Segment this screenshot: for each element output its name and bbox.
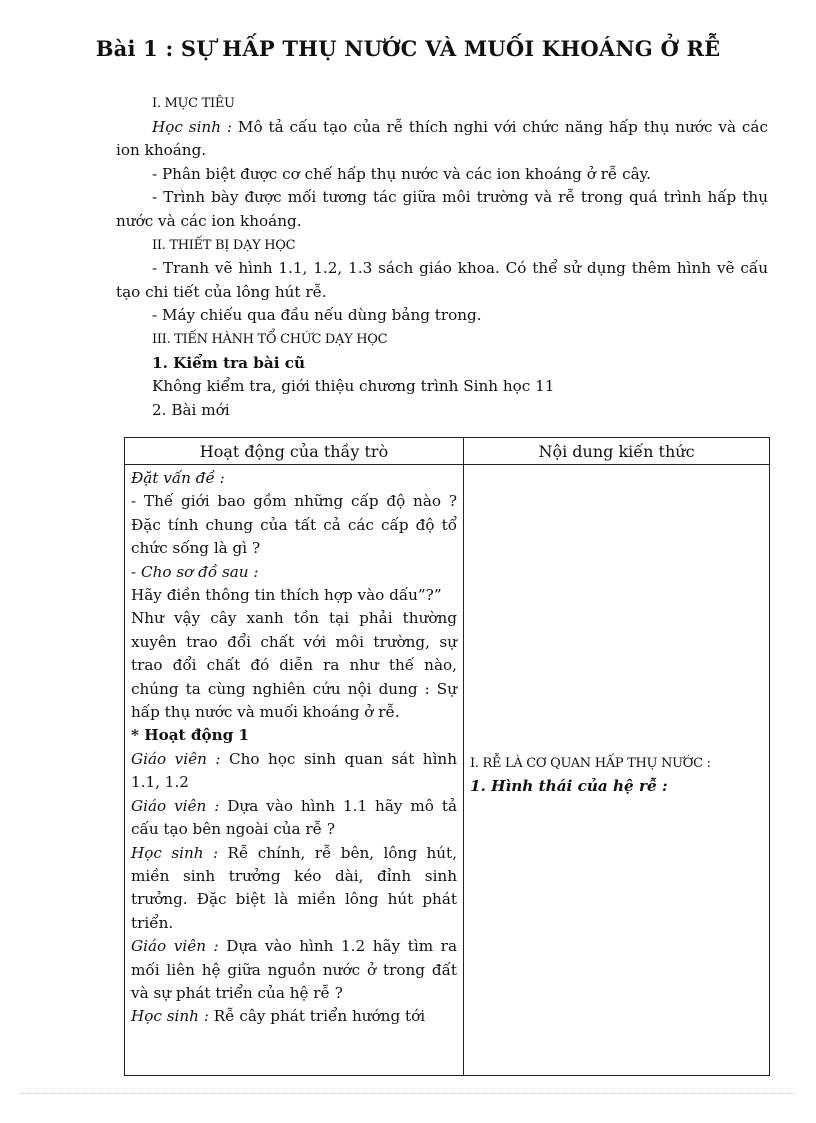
teacher-label: Giáo viên : (131, 937, 219, 956)
activity-line (131, 1005, 457, 1028)
objective-paragraph-1 (116, 116, 768, 163)
activity-text: Dựa vào hình 1.1 hãy mô tả cấu tạo bên ngoài của rễ ? (131, 796, 457, 839)
section-procedure-heading: III. TIẾN HÀNH TỔ CHỨC DẠY HỌC (152, 331, 388, 347)
activity-line (131, 935, 457, 1005)
subsection-new-lesson-heading: 2. Bài mới (152, 400, 230, 419)
activity-heading: * Hoạt động 1 (131, 726, 250, 745)
student-label: Học sinh : (131, 1007, 209, 1026)
activity-text: Dựa vào hình 1.2 hãy tìm ra mối liên hệ giữa nguồn nước ở trong đất và sự phát triển của hệ rễ ? (131, 937, 457, 1002)
table-row (125, 465, 770, 1076)
activity-line: Như vậy cây xanh tồn tại phải thường xuyên trao đổi chất với môi trường, sự trao đổi chất đó diễn ra như thế nào, chúng ta cùng nghiên cứu nội dung : Sự hấp thụ nước và muối khoáng ở rễ. (131, 609, 457, 722)
student-label: Học sinh : (152, 117, 233, 136)
activity-text: Rễ cây phát triển hướng tới (208, 1007, 426, 1026)
student-label: Học sinh : (131, 843, 219, 862)
activity-line (131, 842, 457, 936)
activity-line (131, 748, 457, 795)
activity-text: Rễ chính, rễ bên, lông hút, miền sinh trưởng kéo dài, đỉnh sinh trưởng. Đặc biệt là miền lông hút phát triển. (131, 843, 457, 932)
header-knowledge: Nội dung kiến thức (464, 438, 770, 465)
lesson-intro (116, 92, 768, 422)
activity-text: Cho học sinh quan sát hình 1.1, 1.2 (131, 749, 457, 792)
subsection-review-text: Không kiểm tra, giới thiệu chương trình Sinh học 11 (152, 377, 555, 396)
knowledge-content (470, 752, 770, 799)
objective-paragraph-3: - Trình bày được mối tương tác giữa môi trường và rễ trong quá trình hấp thụ nước và các ion khoáng. (116, 188, 768, 230)
subsection-review-heading: 1. Kiểm tra bài cũ (152, 353, 306, 372)
activity-line: - Thế giới bao gồm những cấp độ nào ? Đặc tính chung của tất cả các cấp độ tổ chức sống là gì ? (131, 492, 457, 558)
teacher-label: Giáo viên : (131, 749, 221, 768)
activities-cell (125, 465, 464, 1076)
section-objectives-heading: I. MỤC TIÊU (152, 96, 235, 111)
header-activities: Hoạt động của thầy trò (125, 438, 464, 465)
table-header-row (125, 438, 770, 465)
activity-line: Đặt vấn đề : (131, 469, 225, 487)
lesson-title: Bài 1 : SỰ HẤP THỤ NƯỚC VÀ MUỐI KHOÁNG Ở RỄ (95, 36, 721, 61)
activity-line (131, 795, 457, 842)
equipment-paragraph-1: - Tranh vẽ hình 1.1, 1.2, 1.3 sách giáo khoa. Có thể sử dụng thêm hình vẽ cấu tạo chi tiết của lông hút rễ. (116, 259, 768, 301)
knowledge-cell (464, 465, 770, 1076)
equipment-paragraph-2: - Máy chiếu qua đầu nếu dùng bảng trong. (152, 306, 482, 325)
knowledge-section-heading: I. RỄ LÀ CƠ QUAN HẤP THỤ NƯỚC : (470, 756, 711, 771)
activity-line: Hãy điền thông tin thích hợp vào dấu”?” (131, 586, 442, 605)
activity-line: - Cho sơ đồ sau : (131, 562, 259, 581)
objective-paragraph-2: - Phân biệt được cơ chế hấp thụ nước và các ion khoáng ở rễ cây. (152, 164, 652, 183)
objective-text-1: Mô tả cấu tạo của rễ thích nghi với chức năng hấp thụ nước và các ion khoáng. (116, 117, 768, 160)
teacher-label: Giáo viên : (131, 796, 220, 815)
section-equipment-heading: II. THIẾT BỊ DẠY HỌC (152, 237, 296, 253)
lesson-table (124, 437, 770, 1076)
knowledge-subheading: 1. Hình thái của hệ rễ : (470, 777, 668, 796)
page-bottom-divider (20, 1093, 796, 1094)
